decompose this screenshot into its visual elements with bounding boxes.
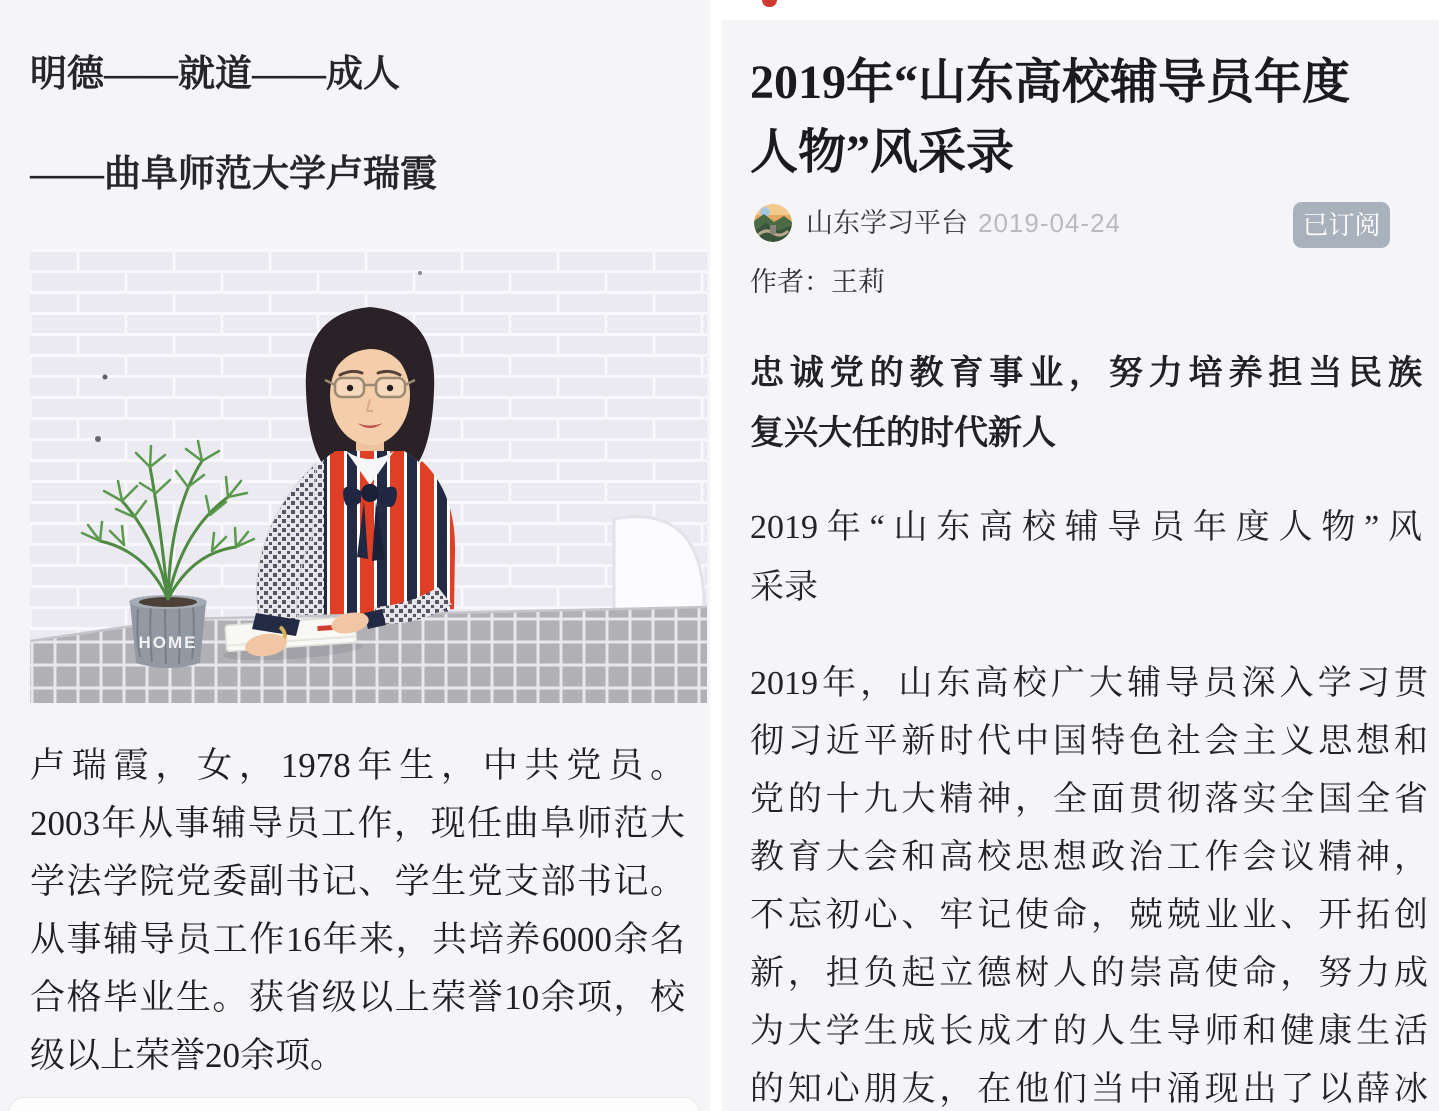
article-title-line1: 2019年“山东高校辅导员年度 [750, 56, 1351, 109]
left-biography-paragraph [30, 737, 685, 1085]
left-heading-line2: ——曲阜师范大学卢瑞霞 [30, 154, 437, 195]
bio-line: 从事辅导员工作16年来，共培养6000余名 [30, 920, 685, 959]
lead-line1: 忠诚党的教育事业，努力培养担当民族 [750, 355, 1422, 392]
next-card-top-edge[interactable] [8, 1097, 700, 1111]
portrait-photo[interactable] [30, 249, 707, 703]
body-line: 彻习近平新时代中国特色社会主义思想和 [750, 723, 1428, 760]
body-line: 的知心朋友，在他们当中涌现出了以薛冰 [750, 1071, 1428, 1108]
portrait-photo-illustration [30, 249, 707, 703]
article-title-line2: 人物”风采录 [750, 126, 1015, 179]
bio-line: 合格毕业生。获省级以上荣誉10余项，校 [30, 978, 685, 1017]
lead-line2: 复兴大任的时代新人 [750, 415, 1056, 452]
body-line: 为大学生成长成才的人生导师和健康生活 [750, 1013, 1428, 1050]
left-heading-line1: 明德——就道——成人 [30, 54, 400, 95]
publisher-name[interactable]: 山东学习平台 [806, 208, 968, 238]
article-body-paragraph [750, 655, 1428, 1111]
subscribed-button[interactable]: 已订阅 [1293, 202, 1390, 248]
body-line: 2019年，山东高校广大辅导员深入学习贯 [750, 665, 1428, 702]
publisher-avatar[interactable] [754, 204, 792, 242]
bio-line: 学法学院党委副书记、学生党支部书记。 [30, 862, 685, 901]
lead-bold-paragraph [750, 344, 1422, 464]
section-line1: 2019年“山东高校辅导员年度人物”风 [750, 509, 1422, 546]
great-wall-avatar-icon [754, 204, 792, 242]
top-white-strip [722, 0, 1439, 20]
publish-date: 2019-04-24 [978, 208, 1121, 238]
bio-line: 卢瑞霞，女，1978年生，中共党员。 [30, 746, 685, 785]
bio-line: 级以上荣誉20余项。 [30, 1036, 346, 1075]
section-line2: 采录 [750, 569, 818, 606]
left-article-panel[interactable] [0, 0, 710, 1111]
article-title [750, 48, 1422, 188]
section-heading [750, 498, 1422, 618]
plant-pot-text: HOME [138, 633, 198, 652]
body-line: 党的十九大精神，全面贯彻落实全国全省 [750, 781, 1428, 818]
body-line: 教育大会和高校思想政治工作会议精神， [750, 839, 1428, 876]
right-article-panel[interactable] [722, 0, 1439, 1111]
bio-line: 2003年从事辅导员工作，现任曲阜师范大 [30, 804, 685, 843]
author-line: 作者：王莉 [750, 267, 885, 297]
publisher-row [750, 202, 1412, 248]
body-line: 不忘初心、牢记使命，兢兢业业、开拓创 [750, 897, 1428, 934]
body-line: 新，担负起立德树人的崇高使命，努力成 [750, 955, 1428, 992]
clipped-red-logo-icon [762, 0, 777, 7]
